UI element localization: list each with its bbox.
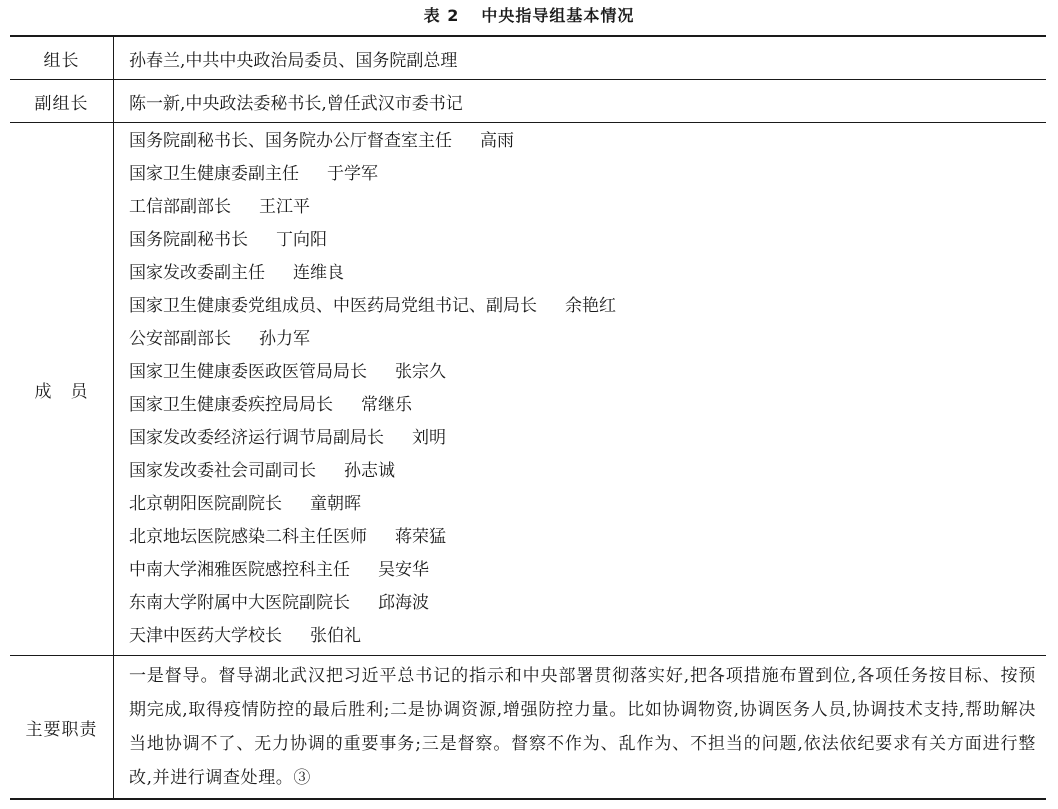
member-title: 国家卫生健康委党组成员、中医药局党组书记、副局长 (129, 296, 537, 316)
member-item (129, 422, 1036, 455)
table-number: 表 2 (423, 6, 460, 25)
table-row-duties (10, 656, 1046, 800)
member-item (129, 389, 1036, 422)
member-name: 连维良 (293, 263, 344, 283)
table-caption (0, 2, 1058, 30)
member-title: 国家卫生健康委副主任 (129, 164, 299, 184)
member-item (129, 125, 1036, 158)
guidance-group-table (10, 35, 1046, 800)
deputy-label: 副组长 (10, 80, 114, 123)
member-item (129, 521, 1036, 554)
member-title: 国务院副秘书长 (129, 230, 248, 250)
member-item (129, 620, 1036, 653)
member-title: 中南大学湘雅医院感控科主任 (129, 560, 350, 580)
table-row-deputy (10, 80, 1046, 123)
member-name: 常继乐 (361, 395, 412, 415)
member-title: 东南大学附属中大医院副院长 (129, 593, 350, 613)
members-label: 成 员 (10, 123, 114, 656)
duties-label: 主要职责 (10, 656, 114, 800)
member-title: 国家卫生健康委疾控局局长 (129, 395, 333, 415)
member-item (129, 356, 1036, 389)
member-name: 孙志诚 (344, 461, 395, 481)
member-item (129, 323, 1036, 356)
member-title: 国家卫生健康委医政医管局局长 (129, 362, 367, 382)
table-title: 中央指导组基本情况 (481, 6, 635, 25)
leader-text: 孙春兰,中共中央政治局委员、国务院副总理 (114, 36, 1047, 80)
member-item (129, 587, 1036, 620)
member-title: 公安部副部长 (129, 329, 231, 349)
member-item (129, 554, 1036, 587)
table-row-leader (10, 36, 1046, 80)
member-item (129, 257, 1036, 290)
member-name: 于学军 (327, 164, 378, 184)
member-name: 王江平 (259, 197, 310, 217)
member-name: 童朝晖 (310, 494, 361, 514)
member-title: 国务院副秘书长、国务院办公厅督查室主任 (129, 131, 452, 151)
duties-text: 一是督导。督导湖北武汉把习近平总书记的指示和中央部署贯彻落实好,把各项措施布置到位,各项任务按目标、按预期完成,取得疫情防控的最后胜利;二是协调资源,增强防控力量。比如协调物资,协调医务人员,协调技术支持,帮助解决当地协调不了、无力协调的重要事务;三是督察。督察不作为、乱作为、不担当的问题,依法依纪要求有关方面进行整改,并进行调查处理。③ (129, 666, 1036, 788)
member-title: 国家发改委经济运行调节局副局长 (129, 428, 384, 448)
member-list (129, 125, 1036, 653)
members-cell (114, 123, 1047, 656)
member-name: 刘明 (412, 428, 446, 448)
member-item (129, 488, 1036, 521)
member-title: 北京朝阳医院副院长 (129, 494, 282, 514)
member-name: 邱海波 (378, 593, 429, 613)
member-item (129, 290, 1036, 323)
member-title: 北京地坛医院感染二科主任医师 (129, 527, 367, 547)
member-item (129, 158, 1036, 191)
deputy-text: 陈一新,中央政法委秘书长,曾任武汉市委书记 (114, 80, 1047, 123)
member-item (129, 455, 1036, 488)
member-name: 余艳红 (565, 296, 616, 316)
member-title: 工信部副部长 (129, 197, 231, 217)
member-name: 蒋荣猛 (395, 527, 446, 547)
table-row-members (10, 123, 1046, 656)
member-name: 高雨 (480, 131, 514, 151)
member-title: 天津中医药大学校长 (129, 626, 282, 646)
member-item (129, 224, 1036, 257)
member-item (129, 191, 1036, 224)
leader-label: 组长 (10, 36, 114, 80)
member-name: 吴安华 (378, 560, 429, 580)
member-title: 国家发改委社会司副司长 (129, 461, 316, 481)
member-title: 国家发改委副主任 (129, 263, 265, 283)
member-name: 张宗久 (395, 362, 446, 382)
duties-cell (114, 656, 1047, 800)
member-name: 张伯礼 (310, 626, 361, 646)
member-name: 孙力军 (259, 329, 310, 349)
member-name: 丁向阳 (276, 230, 327, 250)
